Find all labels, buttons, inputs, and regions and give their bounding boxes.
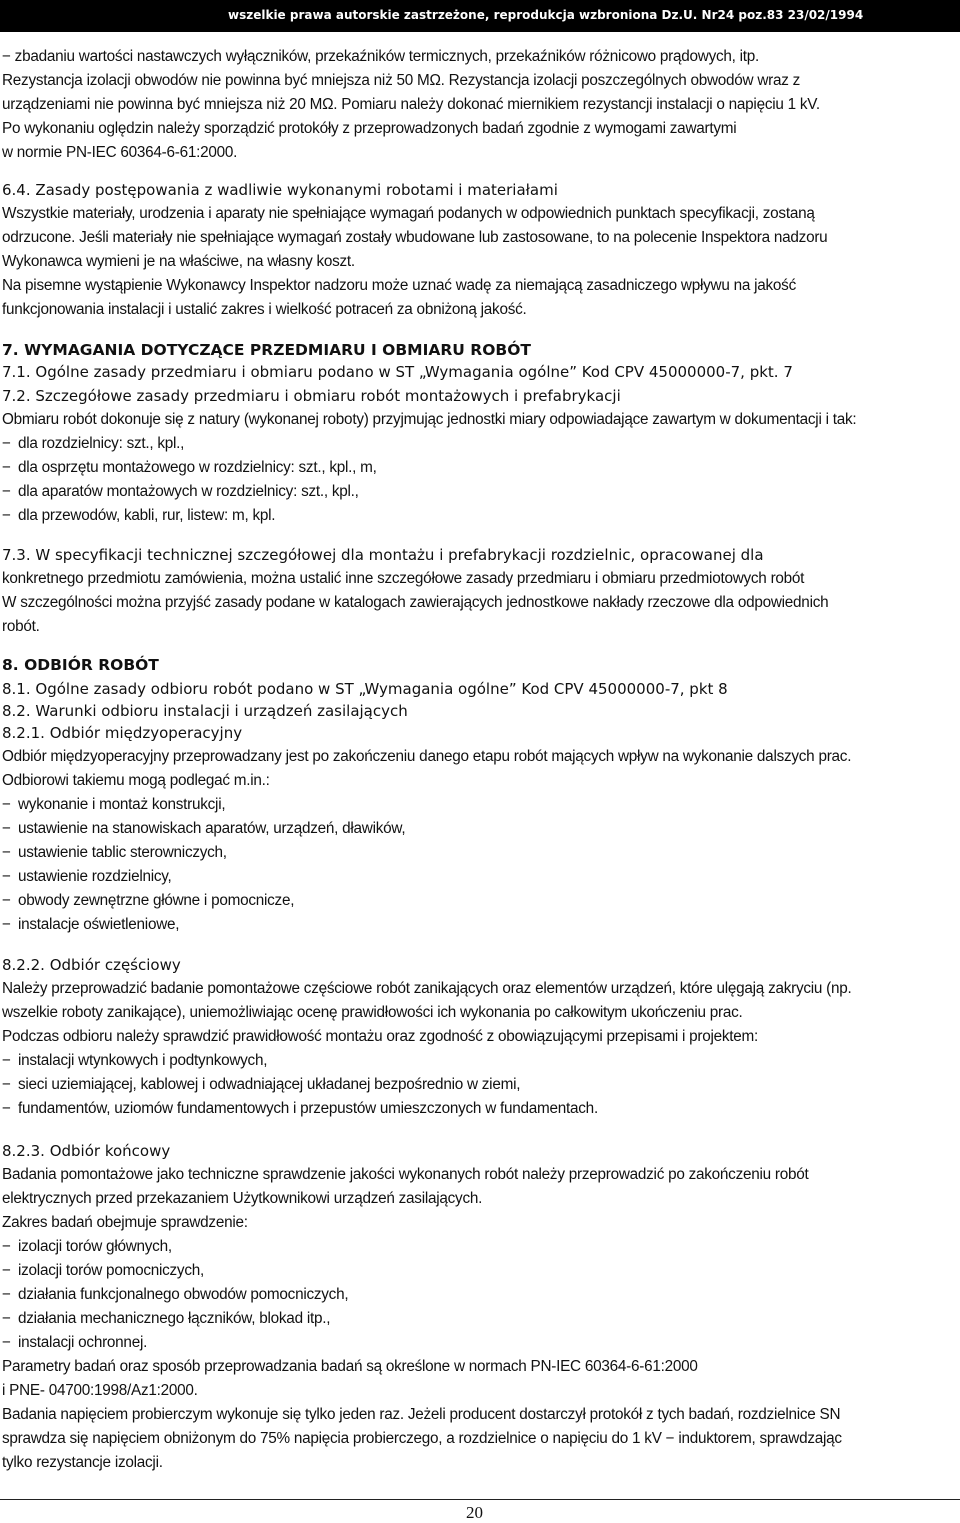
text-line: W szczególności można przyjść zasady podane w katalogach zawierających jednostkowe nakłady rzeczowe dla odpowiednich xyxy=(2,594,829,611)
text-line: urządzeniami nie powinna być mniejsza niż 20 MΩ. Pomiaru należy dokonać miernikiem rezystancji instalacji o napięciu 1 kV. xyxy=(2,96,820,113)
bullet-item xyxy=(2,482,359,502)
bullet-dash: − xyxy=(2,1310,11,1327)
text-line: Zakres badań obejmuje sprawdzenie: xyxy=(2,1214,248,1231)
bullet-item xyxy=(2,1099,598,1119)
bullet-text: instalacji wtynkowych i podtynkowych, xyxy=(18,1052,268,1069)
copyright-header-text: wszelkie prawa autorskie zastrzeżone, reprodukcja wzbroniona Dz.U. Nr24 poz.83 23/02/1994 xyxy=(228,8,864,22)
bullet-text: działania funkcjonalnego obwodów pomocniczych, xyxy=(18,1286,349,1303)
bullet-dash: − xyxy=(2,868,11,885)
section-heading-7-1: 7.1. Ogólne zasady przedmiaru i obmiaru podano w ST „Wymagania ogólne” Kod CPV 45000000-7, pkt. 7 xyxy=(2,363,793,381)
bullet-dash: − xyxy=(2,844,11,861)
bullet-text: dla osprzętu montażowego w rozdzielnicy: szt., kpl., m, xyxy=(18,459,377,476)
text-line: i PNE- 04700:1998/Az1:2000. xyxy=(2,1382,198,1399)
page-number: 20 xyxy=(466,1503,483,1522)
text-line: robót. xyxy=(2,618,40,635)
bullet-dash: − xyxy=(2,1100,11,1117)
bullet-dash: − xyxy=(2,1334,11,1351)
text-line: elektrycznych przed przekazaniem Użytkownikowi urządzeń zasilających. xyxy=(2,1190,483,1207)
text-line: funkcjonowania instalacji i ustalić zakres i wielkość potraceń za obniżoną jakość. xyxy=(2,301,527,318)
bullet-text: dla rozdzielnicy: szt., kpl., xyxy=(18,435,185,452)
copyright-header-bar xyxy=(0,0,960,32)
bullet-dash: − xyxy=(2,916,11,933)
bullet-item xyxy=(2,458,377,478)
bullet-item xyxy=(2,915,179,935)
text-line: Odbiorowi takiemu mogą podlegać m.in.: xyxy=(2,772,270,789)
bullet-dash: − xyxy=(2,483,11,500)
bullet-dash: − xyxy=(2,435,11,452)
bullet-text: działania mechanicznego łączników, blokad itp., xyxy=(18,1310,331,1327)
text-line: Badania napięciem probierczym wykonuje się tylko jeden raz. Jeżeli producent dostarczył protokół z tych badań, rozdzielnice SN xyxy=(2,1406,841,1423)
bullet-dash: − xyxy=(2,1286,11,1303)
bullet-text: ustawienie na stanowiskach aparatów, urządzeń, dławików, xyxy=(18,820,406,837)
section-heading-8-2-3: 8.2.3. Odbiór końcowy xyxy=(2,1142,171,1160)
bullet-dash: − xyxy=(2,459,11,476)
text-line: w normie PN-IEC 60364-6-61:2000. xyxy=(2,144,238,161)
bullet-text: dla przewodów, kabli, rur, listew: m, kpl. xyxy=(18,507,276,524)
bullet-dash: − xyxy=(2,1052,11,1069)
chapter-heading-7: 7. WYMAGANIA DOTYCZĄCE PRZEDMIARU I OBMIARU ROBÓT xyxy=(2,341,531,359)
footer-divider xyxy=(0,1499,960,1500)
bullet-text: instalacji ochronnej. xyxy=(18,1334,148,1351)
section-heading-8-2: 8.2. Warunki odbioru instalacji i urządzeń zasilających xyxy=(2,702,408,720)
bullet-item xyxy=(2,795,225,815)
text-line: odrzucone. Jeśli materiały nie spełniające wymagań zostały wbudowane lub zastosowane, to na polecenie Inspektora nadzoru xyxy=(2,229,828,246)
text-line: sprawdza się napięciem obniżonym do 75% napięcia probierczego, a rozdzielnice o napięciu do 1 kV − induktorem, sprawdzając xyxy=(2,1430,842,1447)
text-line: konkretnego przedmiotu zamówienia, można ustalić inne szczegółowe zasady przedmiaru i obmiaru przedmiotowych robót xyxy=(2,570,805,587)
bullet-text: izolacji torów głównych, xyxy=(18,1238,172,1255)
text-line: Na pisemne wystąpienie Wykonawcy Inspektor nadzoru może uznać wadę za niemającą zasadniczego wpływu na jakość xyxy=(2,277,796,294)
text-line: Obmiaru robót dokonuje się z natury (wykonanej roboty) przyjmując jednostki miary odpowiadające zawartym w dokumentacji i tak: xyxy=(2,411,857,428)
text-line: Wykonawca wymieni je na właściwe, na własny koszt. xyxy=(2,253,355,270)
section-heading-8-1: 8.1. Ogólne zasady odbioru robót podano w ST „Wymagania ogólne” Kod CPV 45000000-7, pkt 8 xyxy=(2,680,728,698)
section-heading-7-3: 7.3. W specyfikacji technicznej szczegółowej dla montażu i prefabrykacji rozdzielnic, opracowanej dla xyxy=(2,546,764,564)
bullet-item xyxy=(2,506,275,526)
bullet-text: ustawienie tablic sterowniczych, xyxy=(18,844,227,861)
bullet-item xyxy=(2,843,227,863)
bullet-item xyxy=(2,891,294,911)
bullet-text: instalacje oświetleniowe, xyxy=(18,916,180,933)
bullet-item xyxy=(2,1075,520,1095)
section-heading-7-2: 7.2. Szczegółowe zasady przedmiaru i obmiaru robót montażowych i prefabrykacji xyxy=(2,387,621,405)
section-heading-8-2-2: 8.2.2. Odbiór częściowy xyxy=(2,956,181,974)
bullet-dash: − xyxy=(2,1238,11,1255)
section-heading-8-2-1: 8.2.1. Odbiór międzyoperacyjny xyxy=(2,724,243,742)
bullet-text: ustawienie rozdzielnicy, xyxy=(18,868,172,885)
text-line: Wszystkie materiały, urodzenia i aparaty nie spełniające wymagań podanych w odpowiednich punktach specyfikacji, zostaną xyxy=(2,205,815,222)
bullet-dash: − xyxy=(2,1076,11,1093)
text-line: Podczas odbioru należy sprawdzić prawidłowość montażu oraz zgodność z obowiązującymi przepisami i projektem: xyxy=(2,1028,759,1045)
bullet-dash: − xyxy=(2,507,11,524)
bullet-item xyxy=(2,1261,204,1281)
text-line: Badania pomontażowe jako techniczne sprawdzenie jakości wykonanych robót należy przeprowadzić po zakończeniu robót xyxy=(2,1166,809,1183)
text-line: Rezystancja izolacji obwodów nie powinna być mniejsza niż 50 MΩ. Rezystancja izolacji poszczególnych obwodów wraz z xyxy=(2,72,801,89)
bullet-item xyxy=(2,867,172,887)
bullet-item xyxy=(2,1285,348,1305)
text-line: wszelkie roboty zanikające), uniemożliwiając ocenę prawidłowości ich wykonania po całkowitym ukończeniu prac. xyxy=(2,1004,743,1021)
text-line: Odbiór międzyoperacyjny przeprowadzany jest po zakończeniu danego etapu robót mających wpływ na wykonanie dalszych prac. xyxy=(2,748,852,765)
bullet-dash: − xyxy=(2,1262,11,1279)
text-line: − zbadaniu wartości nastawczych wyłączników, przekaźników termicznych, przekaźników różnicowo prądowych, itp. xyxy=(2,48,760,65)
bullet-dash: − xyxy=(2,820,11,837)
bullet-text: sieci uziemiającej, kablowej i odwadniającej układanej bezpośrednio w ziemi, xyxy=(18,1076,521,1093)
bullet-item xyxy=(2,434,184,454)
section-heading-6-4: 6.4. Zasady postępowania z wadliwie wykonanymi robotami i materiałami xyxy=(2,181,558,199)
bullet-dash: − xyxy=(2,796,11,813)
bullet-item xyxy=(2,1333,147,1353)
text-line: Po wykonaniu oględzin należy sporządzić protokóły z przeprowadzonych badań zgodnie z wymogami zawartymi xyxy=(2,120,737,137)
bullet-item xyxy=(2,1051,267,1071)
bullet-item xyxy=(2,1309,330,1329)
bullet-dash: − xyxy=(2,892,11,909)
bullet-text: dla aparatów montażowych w rozdzielnicy: szt., kpl., xyxy=(18,483,359,500)
text-line: Należy przeprowadzić badanie pomontażowe częściowe robót zanikających oraz elementów urządzeń, które ulęgają zakryciu (np. xyxy=(2,980,852,997)
bullet-item xyxy=(2,819,405,839)
text-line: Parametry badań oraz sposób przeprowadzania badań są określone w normach PN-IEC 60364-6-61:2000 xyxy=(2,1358,698,1375)
bullet-item xyxy=(2,1237,172,1257)
bullet-text: izolacji torów pomocniczych, xyxy=(18,1262,204,1279)
bullet-text: fundamentów, uziomów fundamentowych i przepustów umieszczonych w fundamentach. xyxy=(18,1100,598,1117)
bullet-text: wykonanie i montaż konstrukcji, xyxy=(18,796,226,813)
bullet-text: obwody zewnętrzne główne i pomocnicze, xyxy=(18,892,295,909)
chapter-heading-8: 8. ODBIÓR ROBÓT xyxy=(2,656,159,674)
text-line: tylko rezystancje izolacji. xyxy=(2,1454,163,1471)
